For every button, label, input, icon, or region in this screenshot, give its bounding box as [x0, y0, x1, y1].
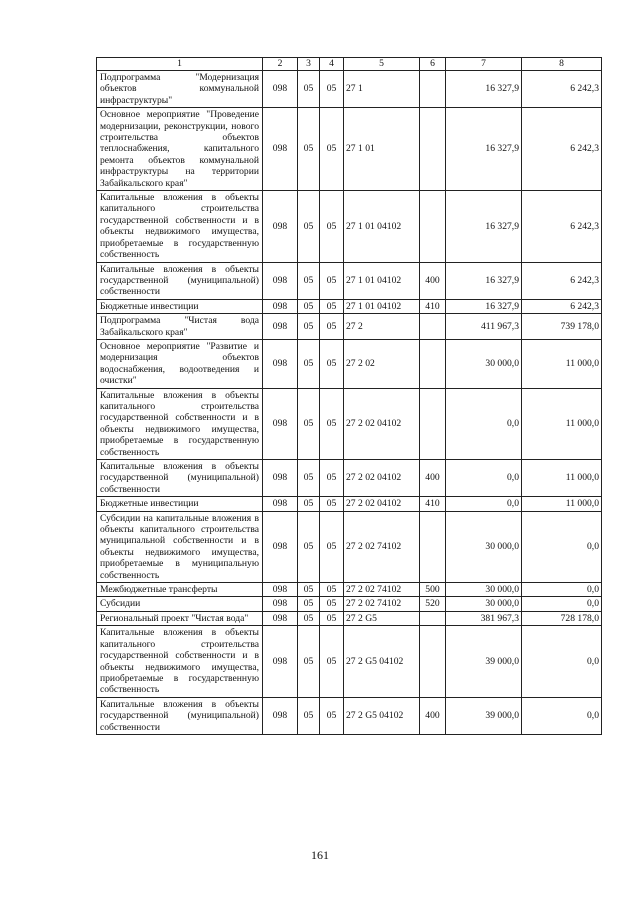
row-amount-2021: 0,0: [522, 583, 602, 597]
row-admin-code: 098: [263, 697, 298, 734]
row-section: 05: [298, 262, 320, 299]
row-target-article: 27 2 G5 04102: [344, 626, 420, 697]
row-amount-2021: 11 000,0: [522, 388, 602, 459]
row-section: 05: [298, 339, 320, 388]
row-expense-type: 400: [420, 460, 446, 497]
row-subsection: 05: [320, 299, 344, 313]
row-target-article: 27 2: [344, 314, 420, 340]
row-name: Капитальные вложения в объекты государственной (муниципальной) собственности: [97, 697, 263, 734]
row-amount-2020: 30 000,0: [446, 597, 522, 611]
row-amount-2020: 16 327,9: [446, 262, 522, 299]
header-col-8: 8: [522, 58, 602, 71]
row-section: 05: [298, 626, 320, 697]
row-amount-2021: 11 000,0: [522, 460, 602, 497]
row-amount-2021: 6 242,3: [522, 108, 602, 191]
row-target-article: 27 2 02 74102: [344, 511, 420, 582]
row-admin-code: 098: [263, 626, 298, 697]
row-expense-type: [420, 611, 446, 625]
header-col-6: 6: [420, 58, 446, 71]
row-target-article: 27 2 02 04102: [344, 388, 420, 459]
header-col-5: 5: [344, 58, 420, 71]
row-expense-type: [420, 626, 446, 697]
table-row: [97, 262, 602, 299]
row-expense-type: [420, 191, 446, 262]
row-name: Бюджетные инвестиции: [97, 497, 263, 511]
row-subsection: 05: [320, 583, 344, 597]
row-admin-code: 098: [263, 388, 298, 459]
row-target-article: 27 1 01: [344, 108, 420, 191]
header-col-4: 4: [320, 58, 344, 71]
row-section: 05: [298, 611, 320, 625]
row-subsection: 05: [320, 460, 344, 497]
header-row: [97, 58, 602, 71]
row-amount-2020: 30 000,0: [446, 511, 522, 582]
table-row: [97, 71, 602, 108]
table-row: [97, 497, 602, 511]
table-row: [97, 697, 602, 734]
row-subsection: 05: [320, 191, 344, 262]
row-subsection: 05: [320, 697, 344, 734]
row-admin-code: 098: [263, 597, 298, 611]
row-section: 05: [298, 597, 320, 611]
page-number: 161: [311, 848, 329, 862]
row-amount-2020: 411 967,3: [446, 314, 522, 340]
row-name: Основное мероприятие "Развитие и модернизация объектов водоснабжения, водоотведения и очистки": [97, 339, 263, 388]
row-name: Капитальные вложения в объекты государственной (муниципальной) собственности: [97, 262, 263, 299]
row-amount-2021: 6 242,3: [522, 299, 602, 313]
row-expense-type: 400: [420, 697, 446, 734]
row-name: Подпрограмма "Модернизация объектов коммунальной инфраструктуры": [97, 71, 263, 108]
row-amount-2020: 30 000,0: [446, 339, 522, 388]
row-admin-code: 098: [263, 611, 298, 625]
row-amount-2020: 0,0: [446, 388, 522, 459]
row-name: Капитальные вложения в объекты капитального строительства государственной собственности и в объекты недвижимого имущества, приобретаемые в государственную собственность: [97, 388, 263, 459]
row-name: Субсидии на капитальные вложения в объекты капитального строительства муниципальной собственности и в объекты недвижимого имущества, приобретаемые в муниципальную собственность: [97, 511, 263, 582]
row-name: Подпрограмма "Чистая вода Забайкальского края": [97, 314, 263, 340]
table-row: [97, 314, 602, 340]
row-amount-2021: 0,0: [522, 697, 602, 734]
row-admin-code: 098: [263, 583, 298, 597]
row-subsection: 05: [320, 497, 344, 511]
table-row: [97, 460, 602, 497]
row-admin-code: 098: [263, 339, 298, 388]
row-expense-type: [420, 71, 446, 108]
row-amount-2021: 0,0: [522, 597, 602, 611]
row-expense-type: [420, 314, 446, 340]
row-amount-2020: 39 000,0: [446, 697, 522, 734]
row-subsection: 05: [320, 388, 344, 459]
row-section: 05: [298, 583, 320, 597]
row-name: Капитальные вложения в объекты капитального строительства государственной собственности и в объекты недвижимого имущества, приобретаемые в государственную собственность: [97, 191, 263, 262]
table-row: [97, 388, 602, 459]
row-amount-2021: 6 242,3: [522, 71, 602, 108]
row-name: Субсидии: [97, 597, 263, 611]
header-col-1: 1: [97, 58, 263, 71]
row-amount-2021: 739 178,0: [522, 314, 602, 340]
table-row: [97, 583, 602, 597]
row-expense-type: 410: [420, 497, 446, 511]
row-amount-2020: 16 327,9: [446, 71, 522, 108]
row-expense-type: [420, 511, 446, 582]
row-subsection: 05: [320, 611, 344, 625]
row-subsection: 05: [320, 597, 344, 611]
row-admin-code: 098: [263, 191, 298, 262]
row-subsection: 05: [320, 511, 344, 582]
table-row: [97, 597, 602, 611]
row-section: 05: [298, 108, 320, 191]
row-name: Капитальные вложения в объекты капитального строительства государственной собственности и в объекты недвижимого имущества, приобретаемые в государственную собственность: [97, 626, 263, 697]
table-row: [97, 191, 602, 262]
row-admin-code: 098: [263, 108, 298, 191]
row-expense-type: 410: [420, 299, 446, 313]
table-row: [97, 339, 602, 388]
row-section: 05: [298, 511, 320, 582]
table-row: [97, 511, 602, 582]
table-body: [97, 71, 602, 735]
row-expense-type: 500: [420, 583, 446, 597]
row-target-article: 27 2 G5: [344, 611, 420, 625]
header-col-7: 7: [446, 58, 522, 71]
row-target-article: 27 2 02 74102: [344, 597, 420, 611]
row-amount-2020: 0,0: [446, 460, 522, 497]
row-section: 05: [298, 191, 320, 262]
row-name: Капитальные вложения в объекты государственной (муниципальной) собственности: [97, 460, 263, 497]
row-target-article: 27 2 02: [344, 339, 420, 388]
row-amount-2021: 0,0: [522, 511, 602, 582]
row-expense-type: 520: [420, 597, 446, 611]
row-amount-2021: 6 242,3: [522, 191, 602, 262]
row-target-article: 27 1 01 04102: [344, 191, 420, 262]
row-expense-type: [420, 108, 446, 191]
row-admin-code: 098: [263, 497, 298, 511]
row-section: 05: [298, 314, 320, 340]
row-target-article: 27 2 02 04102: [344, 497, 420, 511]
row-target-article: 27 2 G5 04102: [344, 697, 420, 734]
row-section: 05: [298, 299, 320, 313]
row-subsection: 05: [320, 626, 344, 697]
row-name: Межбюджетные трансферты: [97, 583, 263, 597]
row-name: Основное мероприятие "Проведение модернизации, реконструкции, нового строительства объектов теплоснабжения, капитального ремонта объектов коммунальной инфраструктуры на территории Забайкальского края": [97, 108, 263, 191]
row-target-article: 27 2 02 74102: [344, 583, 420, 597]
row-amount-2021: 11 000,0: [522, 339, 602, 388]
row-admin-code: 098: [263, 460, 298, 497]
row-subsection: 05: [320, 314, 344, 340]
table-row: [97, 626, 602, 697]
row-amount-2020: 16 327,9: [446, 299, 522, 313]
row-section: 05: [298, 388, 320, 459]
row-section: 05: [298, 697, 320, 734]
row-amount-2020: 16 327,9: [446, 191, 522, 262]
row-subsection: 05: [320, 262, 344, 299]
row-expense-type: [420, 388, 446, 459]
row-amount-2020: 0,0: [446, 497, 522, 511]
row-amount-2021: 6 242,3: [522, 262, 602, 299]
row-amount-2021: 728 178,0: [522, 611, 602, 625]
row-amount-2020: 16 327,9: [446, 108, 522, 191]
row-section: 05: [298, 497, 320, 511]
table-row: [97, 299, 602, 313]
row-admin-code: 098: [263, 262, 298, 299]
table-row: [97, 108, 602, 191]
row-expense-type: 400: [420, 262, 446, 299]
row-target-article: 27 2 02 04102: [344, 460, 420, 497]
row-section: 05: [298, 71, 320, 108]
table-row: [97, 611, 602, 625]
row-name: Бюджетные инвестиции: [97, 299, 263, 313]
header-col-3: 3: [298, 58, 320, 71]
row-name: Региональный проект "Чистая вода": [97, 611, 263, 625]
row-expense-type: [420, 339, 446, 388]
row-subsection: 05: [320, 339, 344, 388]
row-target-article: 27 1 01 04102: [344, 299, 420, 313]
row-amount-2020: 39 000,0: [446, 626, 522, 697]
row-admin-code: 098: [263, 511, 298, 582]
row-subsection: 05: [320, 108, 344, 191]
row-amount-2021: 0,0: [522, 626, 602, 697]
budget-table: [96, 57, 602, 735]
row-section: 05: [298, 460, 320, 497]
row-amount-2020: 381 967,3: [446, 611, 522, 625]
row-admin-code: 098: [263, 71, 298, 108]
header-col-2: 2: [263, 58, 298, 71]
row-amount-2020: 30 000,0: [446, 583, 522, 597]
row-admin-code: 098: [263, 314, 298, 340]
row-target-article: 27 1: [344, 71, 420, 108]
row-subsection: 05: [320, 71, 344, 108]
row-target-article: 27 1 01 04102: [344, 262, 420, 299]
row-admin-code: 098: [263, 299, 298, 313]
row-amount-2021: 11 000,0: [522, 497, 602, 511]
